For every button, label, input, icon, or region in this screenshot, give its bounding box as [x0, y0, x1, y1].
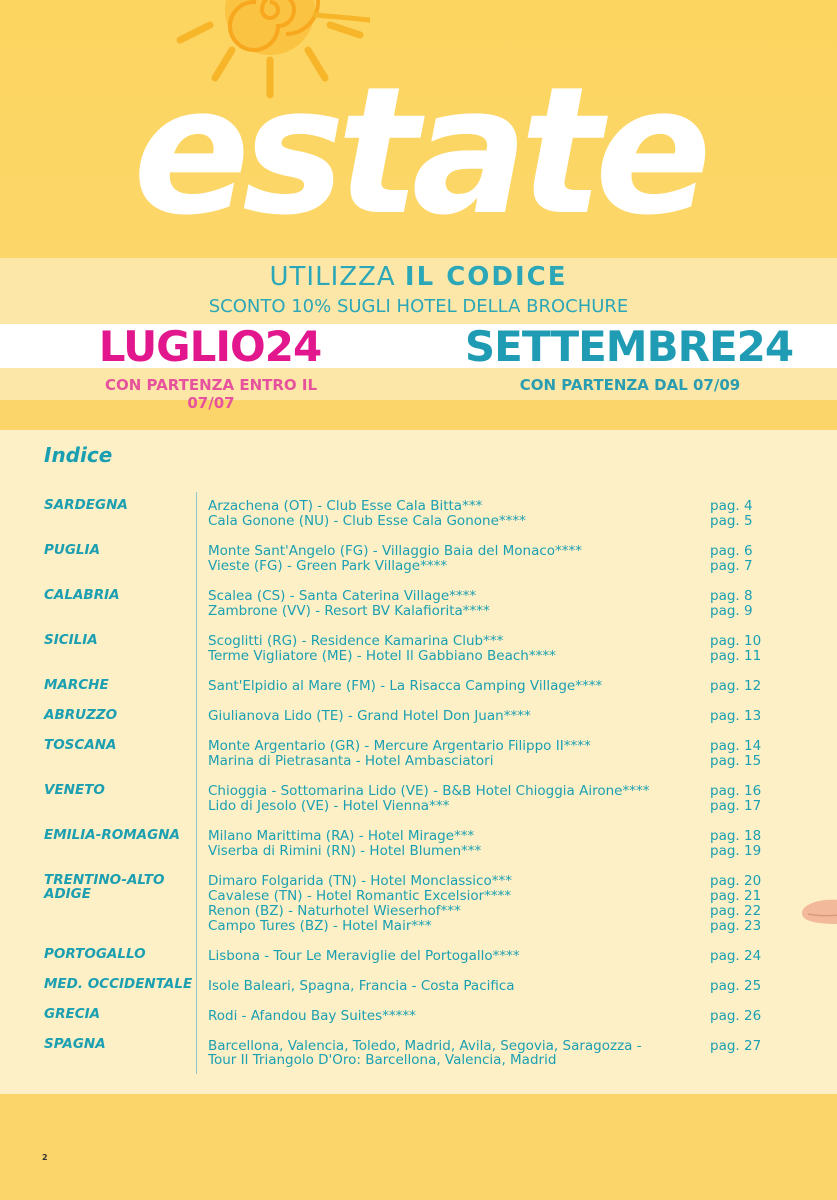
index-entry[interactable]: Cala Gonone (NU) - Club Esse Cala Gonone**** — [208, 513, 526, 529]
index-page: pag. 27 — [710, 1038, 762, 1054]
brochure-title: estate — [133, 49, 704, 254]
index-entry[interactable]: Cavalese (TN) - Hotel Romantic Excelsior**** — [208, 888, 512, 904]
region-trentino-alto-adige — [44, 873, 194, 901]
index-entry[interactable]: Renon (BZ) - Naturhotel Wieserhof*** — [208, 903, 461, 919]
index-page: pag. 6 — [710, 543, 753, 559]
index-page: pag. 7 — [710, 558, 753, 574]
region-toscana: TOSCANA — [44, 737, 117, 753]
index-page: pag. 20 — [710, 873, 762, 889]
index-page: pag. 13 — [710, 708, 762, 724]
index-entry[interactable]: Chioggia - Sottomarina Lido (VE) - B&B Hotel Chioggia Airone**** — [208, 783, 650, 799]
index-entry[interactable]: Vieste (FG) - Green Park Village**** — [208, 558, 448, 574]
region-sardegna: SARDEGNA — [44, 497, 128, 513]
region-spagna: SPAGNA — [44, 1036, 106, 1052]
index-page: pag. 17 — [710, 798, 762, 814]
region-veneto: VENETO — [44, 782, 105, 798]
index-entry[interactable]: Isole Baleari, Spagna, Francia - Costa Pacifica — [208, 978, 515, 994]
index-entry[interactable]: Dimaro Folgarida (TN) - Hotel Monclassico*** — [208, 873, 512, 889]
index-page: pag. 19 — [710, 843, 762, 859]
region-grecia: GRECIA — [44, 1006, 101, 1022]
region-marche: MARCHE — [44, 677, 109, 693]
index-entry[interactable]: Arzachena (OT) - Club Esse Cala Bitta*** — [208, 498, 483, 514]
index-entry[interactable]: Lido di Jesolo (VE) - Hotel Vienna*** — [208, 798, 450, 814]
region-sicilia: SICILIA — [44, 632, 98, 648]
promo-condition-settembre: CON PARTENZA DAL 07/09 — [519, 376, 741, 394]
index-entry[interactable]: Tour Il Triangolo D'Oro: Barcellona, Valencia, Madrid — [208, 1052, 557, 1068]
index-entry[interactable]: Scalea (CS) - Santa Caterina Village**** — [208, 588, 477, 604]
index-entry[interactable]: Viserba di Rimini (RN) - Hotel Blumen*** — [208, 843, 482, 859]
index-page: pag. 4 — [710, 498, 753, 514]
index-entry[interactable]: Milano Marittima (RA) - Hotel Mirage*** — [208, 828, 475, 844]
promo-code-settembre: SETTEMBRE24 — [464, 322, 794, 371]
promo-headline-part2: IL CODICE — [404, 262, 568, 292]
index-page: pag. 9 — [710, 603, 753, 619]
region-name-line2: ADIGE — [44, 886, 91, 902]
index-page: pag. 26 — [710, 1008, 762, 1024]
index-page: pag. 12 — [710, 678, 762, 694]
index-divider — [196, 492, 197, 1074]
index-page: pag. 25 — [710, 978, 762, 994]
index-entry[interactable]: Scoglitti (RG) - Residence Kamarina Club*** — [208, 633, 504, 649]
region-puglia: PUGLIA — [44, 542, 101, 558]
index-entry[interactable]: Marina di Pietrasanta - Hotel Ambasciatori — [208, 753, 494, 769]
page-number: 2 — [42, 1153, 48, 1162]
index-page: pag. 24 — [710, 948, 762, 964]
index-page: pag. 15 — [710, 753, 762, 769]
promo-code-luglio: LUGLIO24 — [98, 322, 322, 371]
index-page: pag. 8 — [710, 588, 753, 604]
index-page: pag. 23 — [710, 918, 762, 934]
index-entry[interactable]: Monte Sant'Angelo (FG) - Villaggio Baia del Monaco**** — [208, 543, 583, 559]
region-calabria: CALABRIA — [44, 587, 120, 603]
index-page: pag. 14 — [710, 738, 762, 754]
region-name-line1: TRENTINO-ALTO — [44, 872, 165, 888]
promo-condition-luglio: CON PARTENZA ENTRO IL 07/07 — [104, 376, 318, 412]
index-entry[interactable]: Rodi - Afandou Bay Suites***** — [208, 1008, 416, 1024]
header-area — [0, 0, 837, 258]
index-entry[interactable]: Terme Vigliatore (ME) - Hotel Il Gabbiano Beach**** — [208, 648, 556, 664]
index-entry[interactable]: Giulianova Lido (TE) - Grand Hotel Don Juan**** — [208, 708, 531, 724]
index-page: pag. 5 — [710, 513, 753, 529]
index-page: pag. 22 — [710, 903, 762, 919]
index-entry[interactable]: Campo Tures (BZ) - Hotel Mair*** — [208, 918, 432, 934]
hand-icon — [800, 898, 837, 928]
index-page: pag. 21 — [710, 888, 762, 904]
index-page: pag. 18 — [710, 828, 762, 844]
region-emilia-romagna: EMILIA-ROMAGNA — [44, 827, 180, 843]
index-page: pag. 10 — [710, 633, 762, 649]
index-entry[interactable]: Monte Argentario (GR) - Mercure Argentario Filippo II**** — [208, 738, 591, 754]
region-med-occidentale: MED. OCCIDENTALE — [44, 976, 193, 992]
index-title: Indice — [44, 443, 113, 467]
index-entry[interactable]: Sant'Elpidio al Mare (FM) - La Risacca Camping Village**** — [208, 678, 603, 694]
region-portogallo: PORTOGALLO — [44, 946, 146, 962]
index-entry[interactable]: Zambrone (VV) - Resort BV Kalafiorita**** — [208, 603, 490, 619]
promo-headline — [0, 262, 837, 292]
region-abruzzo: ABRUZZO — [44, 707, 118, 723]
promo-headline-part1: UTILIZZA — [269, 262, 396, 292]
index-entry[interactable]: Barcellona, Valencia, Toledo, Madrid, Avila, Segovia, Saragozza - — [208, 1038, 642, 1054]
index-page: pag. 11 — [710, 648, 762, 664]
promo-discount-text: SCONTO 10% SUGLI HOTEL DELLA BROCHURE — [208, 296, 629, 317]
index-entry[interactable]: Lisbona - Tour Le Meraviglie del Portogallo**** — [208, 948, 520, 964]
index-page: pag. 16 — [710, 783, 762, 799]
